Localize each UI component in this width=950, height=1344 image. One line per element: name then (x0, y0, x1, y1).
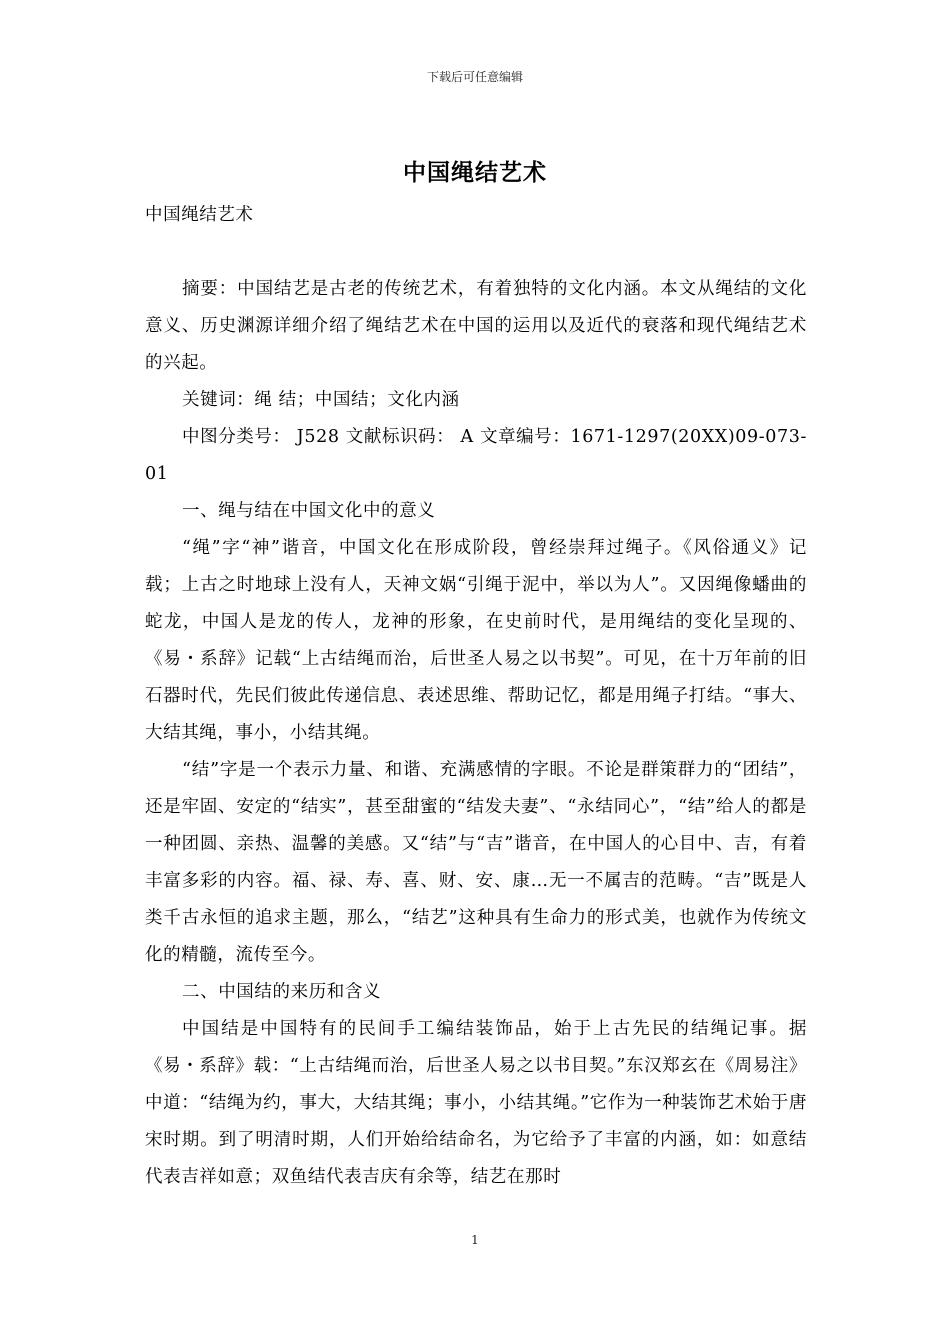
section-heading: 二、中国结的来历和含义 (182, 982, 382, 1002)
body-paragraph: 中国结是中国特有的民间手工编结装饰品，始于上古先民的结绳记事。据《易・系辞》载：“上古结绳而治，后世圣人易之以书目契。”东汉郑玄在《周易注》中道：“结绳为约，事大，大结其绳；事小，小结其绳。”它作为一种装饰艺术始于唐宋时期。到了明清时期，人们开始给结命名，为它给予了丰富的内涵，如：如意结代表吉祥如意；双鱼结代表吉庆有余等，结艺在那时 (145, 1019, 807, 1187)
body-paragraph: “绳”字“神”谐音，中国文化在形成阶段，曾经崇拜过绳子。《风俗通义》记载；上古之时地球上没有人，天神文娲“引绳于泥中，举以为人”。又因绳像蟠曲的蛇龙，中国人是龙的传人，龙神的形象，在史前时代，是用绳结的变化呈现的、《易・系辞》记载“上古结绳而治，后世圣人易之以书契”。可见，在十万年前的旧石器时代，先民们彼此传递信息、表述思维、帮助记忆，都是用绳子打结。“事大、大结其绳，事小，小结其绳。 (145, 538, 807, 743)
document-title: 中国绳结艺术 (403, 159, 547, 186)
section-heading: 一、绳与结在中国文化中的意义 (182, 501, 436, 521)
document-subtitle: 中国绳结艺术 (145, 205, 254, 225)
classification-line: 中图分类号： J528 文献标识码： A 文章编号：1671-1297(20XX)09-073-01 (145, 427, 807, 484)
keywords-line: 关键词：绳 结；中国结；文化内涵 (182, 390, 460, 410)
abstract-paragraph: 摘要：中国结艺是古老的传统艺术，有着独特的文化内涵。本文从绳结的文化意义、历史渊源详细介绍了绳结艺术在中国的运用以及近代的衰落和现代绳结艺术的兴起。 (145, 279, 807, 373)
blank-line (145, 234, 807, 271)
page-header: 下载后可任意编辑 (426, 70, 523, 84)
page-number: 1 (471, 1233, 479, 1247)
body-paragraph: “结”字是一个表示力量、和谐、充满感情的字眼。不论是群策群力的“团结”，还是牢固、安定的“结实”，甚至甜蜜的“结发夫妻”、“永结同心”，“结”给人的都是一种团圆、亲热、温馨的美感。又“结”与“吉”谐音，在中国人的心目中、吉，有着丰富多彩的内容。福、禄、寿、喜、财、安、康…无一不属吉的范畴。“吉”既是人类千古永恒的追求主题，那么，“结艺”这种具有生命力的形式美，也就作为传统文化的精髓，流传至今。 (145, 760, 807, 965)
document-body (145, 197, 807, 1196)
